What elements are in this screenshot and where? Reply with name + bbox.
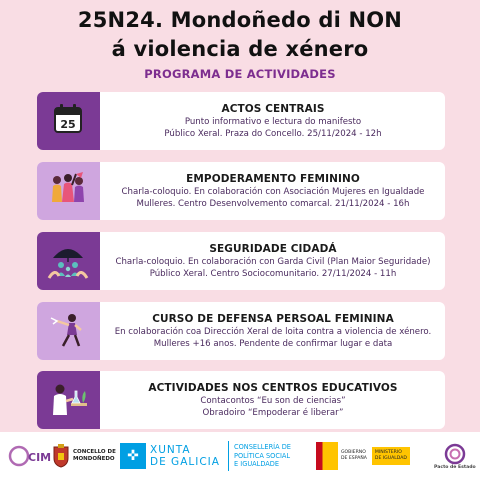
calendar-day: 25: [60, 118, 76, 131]
activity-line-2: Obradoiro “Empoderar é liberar”: [202, 408, 344, 418]
activity-line-1: En colaboración coa Dirección Xeral de loita contra a violencia de xénero.: [114, 326, 432, 337]
women-group-icon: [45, 168, 91, 214]
activity-card-seguridade: [37, 232, 445, 290]
pacto-estado-logo: [434, 432, 476, 480]
activity-icon-panel: [37, 371, 100, 429]
ministerio-label-2: DE IGUALDAD: [374, 456, 407, 461]
concello-label-2: MONDOÑEDO: [73, 456, 115, 462]
activity-card-centros-educativos: [37, 371, 445, 429]
activity-line-2: Público Xeral. Centro Sociocomunitario. 27/11/2024 - 11h: [149, 269, 397, 279]
calendar-icon: [45, 98, 91, 144]
coat-of-arms-icon: [52, 444, 70, 468]
xunta-label-2: DE GALICIA: [150, 456, 220, 468]
activity-card-defensa-persoal: [37, 302, 445, 360]
cim-label: CIM: [28, 451, 52, 464]
activity-icon-panel: [37, 232, 100, 290]
xunta-emblem-icon: ✜: [120, 443, 146, 469]
activity-line-1: Contacontos “Eu son de ciencias”: [200, 395, 346, 406]
concello-label-1: CONCELLO DE: [73, 449, 116, 455]
pacto-estado-icon: [444, 443, 466, 465]
conselleria-logo: [228, 432, 291, 480]
activity-title: ACTIVIDADES NOS CENTROS EDUCATIVOS: [148, 381, 398, 394]
program-subtitle: PROGRAMA DE ACTIVIDADES: [144, 67, 336, 81]
activity-line-1: Charla-coloquio. En colaboración con Garda Civil (Plan Maior Seguridade): [115, 256, 431, 267]
ministerio-label-1: MINISTERIO: [374, 450, 402, 455]
conselleria-label-1: CONSELLERÍA DE: [234, 443, 291, 452]
activity-line-2: Mulleres +16 anos. Pendente de confirmar lugar e data: [153, 339, 393, 349]
gobierno-espana-logo: [316, 432, 410, 480]
activity-line-2: Mulleres. Centro Desenvolvemento comarcal. 21/11/2024 - 16h: [136, 199, 410, 209]
page-title: [0, 6, 480, 64]
conselleria-label-3: E IGUALDADE: [234, 460, 280, 469]
activity-line-1: Charla-coloquio. En colaboración con Asociación Mujeres en Igualdade: [121, 186, 425, 197]
scientist-icon: [45, 377, 91, 423]
conselleria-label-2: POLÍTICA SOCIAL: [234, 451, 291, 460]
activity-card-actos-centrais: [37, 92, 445, 150]
concello-mondonedo-logo: [52, 432, 116, 480]
pacto-label: Pacto de Estado: [434, 464, 476, 470]
self-defense-icon: [45, 308, 91, 354]
activity-line-2: Público Xeral. Praza do Concello. 25/11/2024 - 12h: [164, 129, 382, 139]
xunta-galicia-logo: [120, 432, 220, 480]
activity-title: ACTOS CENTRAIS: [221, 102, 325, 115]
gobierno-label-1: GOBIERNO: [341, 450, 366, 455]
cim-logo-icon: [8, 438, 52, 474]
activity-icon-panel: [37, 162, 100, 220]
sponsor-logos-bar: [0, 432, 480, 480]
activity-line-1: Punto informativo e lectura do manifesto: [184, 116, 362, 127]
activity-icon-panel: [37, 302, 100, 360]
title-line-2: á violencia de xénero: [111, 37, 369, 61]
gobierno-label-2: DE ESPAÑA: [341, 456, 367, 461]
spain-flag-icon: [316, 442, 338, 470]
title-line-1: 25N24. Mondoñedo di NON: [77, 8, 403, 32]
cim-logo: [8, 432, 52, 480]
activity-card-empoderamento: [37, 162, 445, 220]
protection-umbrella-icon: [45, 238, 91, 284]
activity-title: SEGURIDADE CIDADÁ: [209, 242, 337, 255]
activity-title: EMPODERAMENTO FEMININO: [186, 172, 360, 185]
activity-icon-panel: [37, 92, 100, 150]
activity-title: CURSO DE DEFENSA PERSOAL FEMININA: [152, 312, 394, 325]
xunta-label-1: XUNTA: [150, 444, 191, 456]
